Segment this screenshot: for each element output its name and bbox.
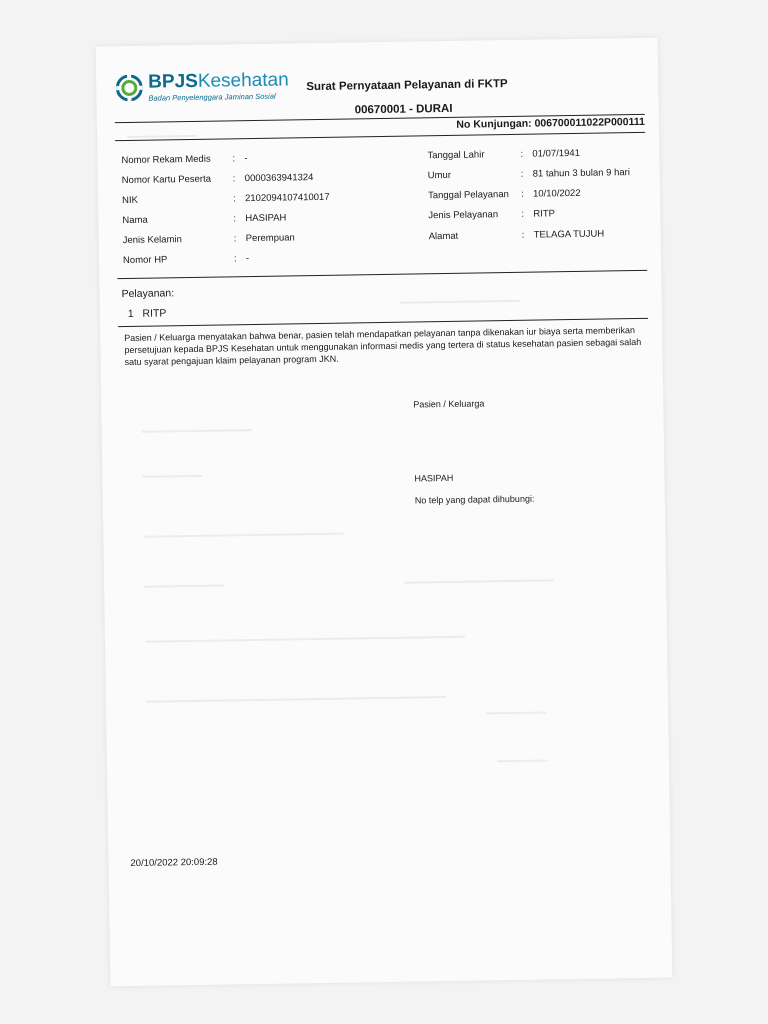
label-phone: Nomor HP [122,254,168,267]
brand-name [148,70,289,92]
colon: : [232,193,236,205]
value-name: HASIPAH [245,212,287,225]
service-item-number: 1 [127,307,134,320]
label-birth-date: Tanggal Lahir [427,149,485,162]
colon: : [520,148,524,160]
service-item [128,307,167,320]
bpjs-logo-icon [116,75,142,101]
signature-name: HASIPAH [414,472,454,484]
info-divider [117,270,647,279]
visit-number [456,116,645,131]
bpjs-logo [116,69,289,109]
colon: : [521,229,525,241]
visit-value: 006700011022P000111 [534,115,645,130]
service-item-name: RITP [142,307,167,320]
colon: : [233,213,237,225]
consent-statement: Pasien / Keluarga menyatakan bahwa benar, pasien telah mendapatkan pelayanan tanpa dikenakan iur biaya serta memberikan persetujuan kepada BPJS Kesehatan untuk menggunakan informasi medis yang tertera di status kesehatan pasien sebagai salah satu syarat pengajuan klaim pelayanan program JKN. [124,325,642,368]
label-nik: NIK [121,194,139,207]
visit-label: No Kunjungan: [456,117,532,131]
services-title: Pelayanan: [121,287,175,301]
label-name: Nama [122,214,148,227]
printed-timestamp: 20/10/2022 20:09:28 [130,856,218,870]
colon: : [232,173,236,185]
colon: : [233,253,237,265]
signature-role: Pasien / Keluarga [413,398,485,410]
label-gender: Jenis Kelamin [122,234,182,247]
value-service-date: 10/10/2022 [532,187,581,200]
label-service-date: Tanggal Pelayanan [427,189,509,202]
colon: : [233,233,237,245]
value-nik: 2102094107410017 [244,191,330,205]
value-birth-date: 01/07/1941 [532,147,581,160]
label-address: Alamat [428,230,459,243]
colon: : [232,153,236,165]
value-age: 81 tahun 3 bulan 9 hari [532,167,630,180]
value-card-number: 0000363941324 [244,172,314,185]
value-medical-record: - [244,153,248,165]
colon: : [520,168,524,180]
value-address: TELAGA TUJUH [533,228,605,241]
brand-main: BPJS [148,70,199,93]
colon: : [520,188,524,200]
value-phone: - [245,253,250,265]
label-age: Umur [427,169,452,182]
label-service-type: Jenis Pelayanan [428,209,499,222]
brand-secondary: Kesehatan [197,69,289,92]
colon: : [521,208,525,220]
brand-subtitle: Badan Penyelenggara Jaminan Sosial [148,91,276,103]
value-gender: Perempuan [245,232,295,245]
signature-phone-label: No telp yang dapat dihubungi: [414,493,535,506]
facility-code: 00670001 - DURAI [354,102,453,117]
label-medical-record: Nomor Rekam Medis [121,153,211,167]
document-page [96,38,673,987]
document-title: Surat Pernyataan Pelayanan di FKTP [306,78,508,94]
label-card-number: Nomor Kartu Peserta [121,173,212,187]
value-service-type: RITP [533,208,556,220]
